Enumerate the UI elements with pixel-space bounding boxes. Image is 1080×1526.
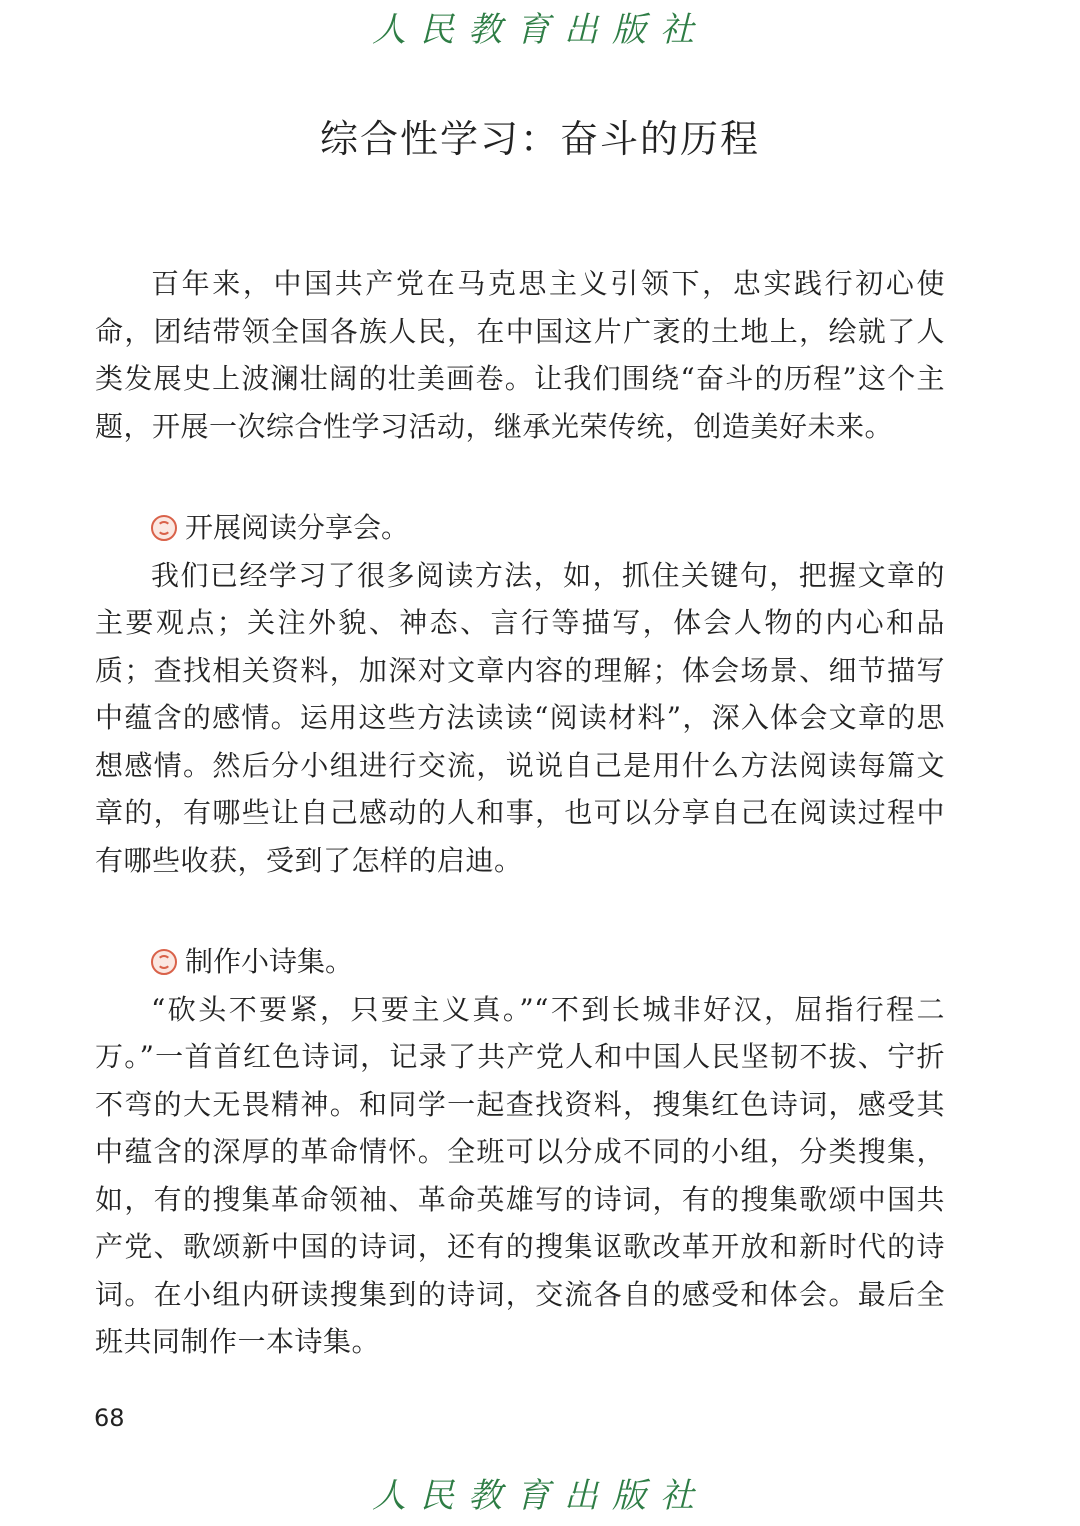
section-body: 我们已经学习了很多阅读方法，如，抓住关键句，把握文章的主要观点；关注外貌、神态、言行等描写，体会人物的内心和品质；查找相关资料，加深对文章内容的理解；体会场景、细节描写中蕴含的感情。运用这些方法读读“阅读材料”，深入体会文章的思想感情。然后分小组进行交流，说说自己是用什么方法阅读每篇文章的，有哪些让自己感动的人和事，也可以分享自己在阅读过程中有哪些收获，受到了怎样的启迪。: [95, 558, 945, 877]
intro-paragraph: 百年来，中国共产党在马克思主义引领下，忠实践行初心使命，团结带领全国各族人民，在中国这片广袤的土地上，绘就了人类发展史上波澜壮阔的壮美画卷。让我们围绕“奋斗的历程”这个主题，开展一次综合性学习活动，继承光荣传统，创造美好未来。: [95, 267, 945, 443]
section-heading-text: 制作小诗集。: [185, 945, 354, 978]
page-title: 综合性学习：奋斗的历程: [319, 117, 760, 161]
section-heading-text: 开展阅读分享会。: [185, 511, 410, 544]
section-body: “砍头不要紧，只要主义真。”“不到长城非好汉，屈指行程二万。”一首首红色诗词，记录了共产党人和中国人民坚韧不拔、宁折不弯的大无畏精神。和同学一起查找资料，搜集红色诗词，感受其中蕴含的深厚的革命情怀。全班可以分成不同的小组，分类搜集，如，有的搜集革命领袖、革命英雄写的诗词，有的搜集歌颂中国共产党、歌颂新中国的诗词，还有的搜集讴歌改革开放和新时代的诗词。在小组内研读搜集到的诗词，交流各自的感受和体会。最后全班共同制作一本诗集。: [95, 992, 945, 1358]
section-reading-share: [95, 504, 945, 884]
publisher-logo-top: 人民教育出版社: [372, 10, 708, 50]
seal-icon: [151, 515, 177, 541]
publisher-logo-bottom: 人民教育出版社: [372, 1476, 708, 1516]
section-poetry-collection: [95, 938, 945, 1366]
page-content: [95, 260, 945, 1366]
page-number: 68: [94, 1404, 125, 1432]
seal-icon: [151, 949, 177, 975]
section-heading: [95, 938, 945, 986]
section-heading: [95, 504, 945, 552]
